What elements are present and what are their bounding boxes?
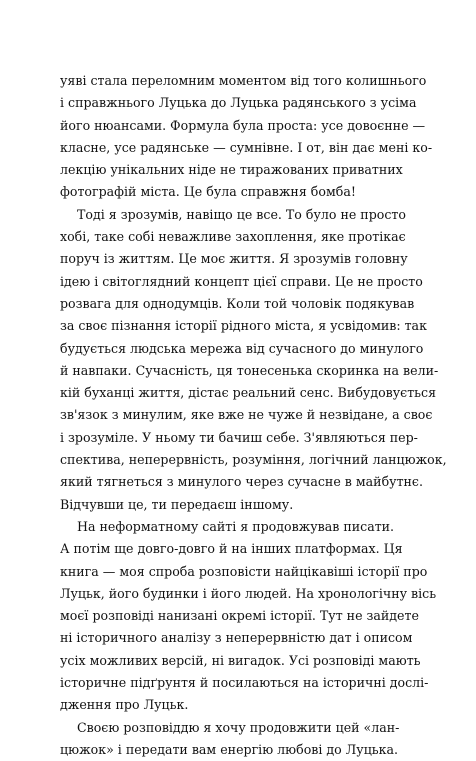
text-line: Луцьк, його будинки і його людей. На хронологічну вісь	[60, 585, 437, 601]
text-line: Своєю розповіддю я хочу продовжити цей «лан-	[77, 719, 400, 735]
paragraph-closing	[60, 717, 400, 761]
text-line: поруч із життям. Це моє життя. Я зрозумів головну	[60, 251, 408, 267]
text-line: дження про Луцьк.	[60, 697, 189, 713]
text-line: і зрозуміле. У ньому ти бачиш себе. З'являються пер-	[60, 429, 418, 445]
text-line: Тоді я зрозумів, навіщо це все. То було не просто	[77, 206, 406, 222]
text-line: ідею і світоглядний концепт цієї справи. Це не просто	[60, 273, 423, 289]
text-line: На неформатному сайті я продовжував писати.	[77, 518, 395, 534]
text-line: розвага для однодумців. Коли той чоловік подякував	[60, 295, 415, 311]
text-line: кій буханці життя, дістає реальний сенс. Вибудовується	[60, 385, 437, 401]
text-line: лекцію унікальних ніде не тиражованих приватних	[60, 162, 403, 178]
text-line: хобі, таке собі неважливе захоплення, яке протікає	[60, 229, 406, 245]
text-line: будується людська мережа від сучасного до минулого	[60, 340, 424, 356]
text-line: книга — моя спроба розповісти найцікавіші історії про	[60, 563, 428, 579]
text-line: уяві стала переломним моментом від того колишнього	[60, 73, 427, 88]
text-line: моєї розповіді нанизані окремі історії. Тут не зайдете	[60, 608, 419, 624]
text-line: А потім ще довго-довго й на інших платформах. Ця	[60, 541, 403, 557]
text-line: й навпаки. Сучасність, ця тонесенька скоринка на вели-	[60, 362, 439, 378]
text-line: історичне підґрунтя й посилаються на історичні дослі-	[60, 675, 429, 691]
text-line: за своє пізнання історії рідного міста, я усвідомив: так	[60, 318, 427, 334]
text-line: який тягнеться з минулого через сучасне в майбутнє.	[60, 474, 423, 490]
text-line: ні історичного аналізу з неперервністю дат і описом	[60, 630, 413, 646]
text-line: зв'язок з минулим, яке вже не чуже й незвідане, а своє	[60, 407, 433, 423]
text-line: Відчувши це, ти передаєш іншому.	[60, 496, 294, 512]
text-line: класне, усе радянське — сумнівне. І от, він дає мені ко-	[60, 139, 433, 155]
paragraph-book-intro	[60, 516, 437, 717]
paragraph-realization	[60, 204, 447, 516]
text-line: фотографій міста. Це була справжня бомба!	[60, 184, 356, 200]
text-line: його нюансами. Формула була проста: усе довоєнне —	[60, 117, 426, 133]
text-line: спектива, неперервність, розуміння, логічний ланцюжок,	[60, 452, 447, 468]
body-text	[60, 70, 447, 761]
text-line: цюжок» і передати вам енергію любові до Луцька.	[60, 741, 399, 757]
paragraph-continuation	[60, 70, 433, 204]
text-line: усіх можливих версій, ні вигадок. Усі розповіді мають	[60, 652, 421, 668]
text-line: і справжнього Луцька до Луцька радянського з усіма	[60, 95, 417, 111]
